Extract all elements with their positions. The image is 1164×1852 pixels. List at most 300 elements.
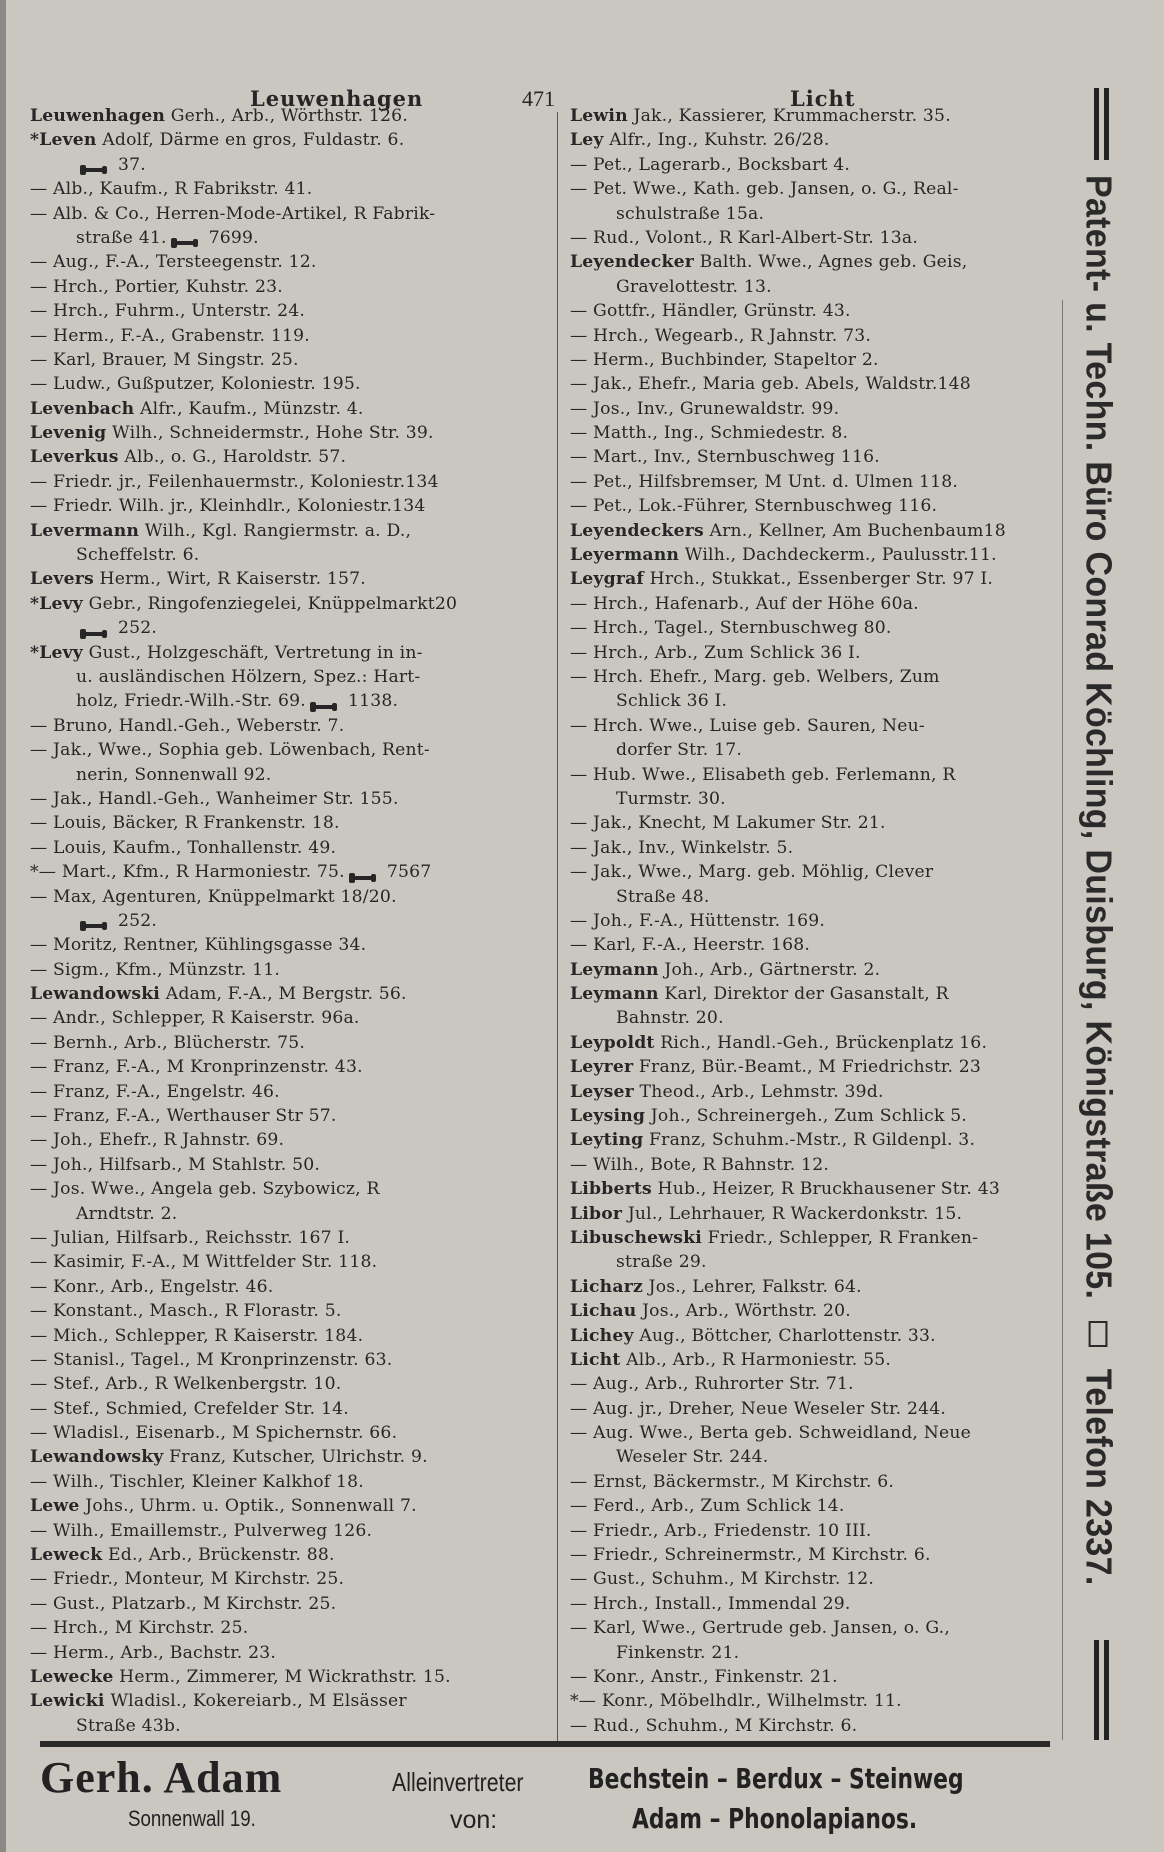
surname: Lewe [30, 1496, 80, 1517]
directory-line [30, 1202, 550, 1226]
entry-text: — Friedr., Monteur, M Kirchstr. 25. [30, 1569, 345, 1590]
entry-text: — Friedr., Schreinermstr., M Kirchstr. 6. [570, 1545, 931, 1566]
footer-brands-2: Adam – Phonolapianos. [632, 1802, 918, 1835]
directory-line [30, 348, 550, 372]
directory-line [570, 348, 1070, 372]
entry-text: — Gottfr., Händler, Grünstr. 43. [570, 301, 851, 322]
entry-text: — Aug. Wwe., Berta geb. Schweidland, Neue [570, 1423, 971, 1444]
entry-text: Turmstr. 30. [616, 788, 726, 809]
directory-line [30, 1714, 550, 1738]
telephone-number: 7567 [386, 862, 432, 883]
directory-line [30, 885, 550, 909]
entry-text: — Mart., Inv., Sternbuschweg 116. [570, 447, 880, 468]
directory-line [30, 1348, 550, 1372]
directory-line [570, 1592, 1070, 1616]
directory-line [30, 616, 550, 640]
surname: Levers [30, 569, 94, 590]
entry-text: — Rud., Schuhm., M Kirchstr. 6. [570, 1715, 858, 1736]
banner-rule [1094, 1640, 1099, 1740]
entry-text: — Aug., Arb., Ruhrorter Str. 71. [570, 1374, 854, 1395]
directory-line [30, 738, 550, 762]
entry-text: — Franz, F.-A., Werthauser Str 57. [30, 1106, 337, 1127]
directory-line [570, 1275, 1070, 1299]
entry-text: — Friedr. jr., Feilenhauermstr., Koloniestr.134 [30, 471, 439, 492]
entry-text: — Jak., Handl.-Geh., Wanheimer Str. 155. [30, 788, 399, 809]
entry-text: Gust., Holzgeschäft, Vertretung in in- [82, 642, 423, 663]
telephone-icon [80, 915, 110, 927]
directory-line [570, 1104, 1070, 1128]
directory-line [30, 860, 550, 884]
entry-text: — Herm., Arb., Bachstr. 23. [30, 1642, 277, 1663]
entry-text: Herm., Zimmerer, M Wickrathstr. 15. [113, 1667, 451, 1687]
entry-text: Wilh., Schneidermstr., Hohe Str. 39. [106, 423, 434, 444]
entry-text: Straße 48. [616, 886, 710, 907]
directory-line [570, 1567, 1070, 1591]
surname: Leyendecker [570, 252, 694, 273]
entry-text: — Ferd., Arb., Zum Schlick 14. [570, 1496, 845, 1517]
directory-line [30, 1470, 550, 1494]
entry-text: Aug., Böttcher, Charlottenstr. 33. [633, 1325, 936, 1346]
surname: Leyting [570, 1130, 644, 1151]
directory-line [570, 787, 1070, 811]
right-column [570, 104, 1070, 1738]
directory-line [30, 1128, 550, 1152]
directory-line [30, 567, 550, 591]
entry-text: — Alb. & Co., Herren-Mode-Artikel, R Fabrik- [30, 203, 436, 224]
directory-line [570, 1689, 1070, 1713]
entry-text: — Gust., Platzarb., M Kirchstr. 25. [30, 1593, 337, 1614]
directory-line [570, 1714, 1070, 1738]
entry-text: Friedr., Schlepper, R Franken- [702, 1227, 979, 1248]
directory-line [570, 1055, 1070, 1079]
entry-text: — Jak., Inv., Winkelstr. 5. [570, 837, 794, 858]
entry-text: — Hrch., Install., Immendal 29. [570, 1593, 851, 1614]
surname: Lewandowski [30, 984, 161, 1005]
entry-text: Franz, Bür.-Beamt., M Friedrichstr. 23 [633, 1057, 982, 1078]
entry-text: — Friedr. Wilh. jr., Kleinhdlr., Koloniestr.134 [30, 496, 426, 517]
entry-text: 37. [118, 154, 146, 175]
entry-text: — Stanisl., Tagel., M Kronprinzenstr. 63. [30, 1349, 393, 1370]
advertisement-phone: Telefon 2337. [1078, 1368, 1118, 1586]
directory-line [30, 324, 550, 348]
surname: Lichau [570, 1301, 637, 1322]
directory-line [30, 1519, 550, 1543]
surname: Libberts [570, 1179, 652, 1200]
directory-line [30, 763, 550, 787]
directory-line [30, 104, 550, 128]
directory-line [30, 641, 550, 665]
directory-line [30, 958, 550, 982]
directory-line [30, 787, 550, 811]
entry-text: — Sigm., Kfm., Münzstr. 11. [30, 959, 281, 980]
directory-line [30, 933, 550, 957]
entry-text: — Bruno, Handl.-Geh., Weberstr. 7. [30, 715, 345, 736]
entry-text: Alb., Arb., R Harmoniestr. 55. [620, 1349, 892, 1370]
directory-line [570, 933, 1070, 957]
directory-line [570, 494, 1070, 518]
directory-line [30, 836, 550, 860]
entry-text: 252. [118, 618, 158, 639]
entry-text: Alfr., Ing., Kuhstr. 26/28. [603, 130, 830, 151]
side-advertisement [1077, 175, 1118, 1586]
directory-line [30, 1324, 550, 1348]
entry-text: — Jak., Knecht, M Lakumer Str. 21. [570, 813, 886, 834]
entry-text: — Karl, Wwe., Gertrude geb. Jansen, o. G., [570, 1618, 950, 1639]
advertisement-text: Patent- u. Techn. Büro Conrad Köchling, Duisburg, Königstraße 105. [1078, 175, 1118, 1300]
telephone-icon [349, 867, 379, 879]
surname: Levenbach [30, 398, 135, 419]
entry-text: — Jak., Ehefr., Maria geb. Abels, Waldstr.148 [570, 374, 971, 395]
directory-line [570, 738, 1070, 762]
directory-line [570, 128, 1070, 152]
directory-line [30, 128, 550, 152]
entry-text: — Konstant., Masch., R Florastr. 5. [30, 1301, 342, 1322]
surname: Licht [570, 1349, 621, 1370]
entry-text: — Hub. Wwe., Elisabeth geb. Ferlemann, R [570, 764, 956, 785]
entry-text: — Pet., Hilfsbremser, M Unt. d. Ulmen 118. [570, 471, 959, 492]
directory-line [30, 1421, 550, 1445]
entry-text: Adolf, Därme en gros, Fuldastr. 6. [96, 130, 405, 151]
entry-text: straße 29. [616, 1252, 707, 1273]
running-head-right: Licht [790, 86, 856, 111]
surname: Leypoldt [570, 1032, 655, 1053]
footer-role: Alleinvertreter [392, 1767, 524, 1797]
entry-text: schulstraße 15a. [616, 203, 765, 224]
surname: Leuwenhagen [30, 106, 166, 126]
entry-text: — Alb., Kaufm., R Fabrikstr. 41. [30, 179, 313, 200]
directory-line [570, 1299, 1070, 1323]
directory-line [570, 1324, 1070, 1348]
footer-address: Sonnenwall 19. [128, 1806, 256, 1831]
entry-text: Franz, Kutscher, Ulrichstr. 9. [163, 1447, 428, 1468]
entry-text: Hrch., Stukkat., Essenberger Str. 97 I. [644, 569, 994, 590]
directory-line [30, 1689, 550, 1713]
entry-text: — Franz, F.-A., M Kronprinzenstr. 43. [30, 1057, 363, 1078]
directory-line [30, 689, 550, 713]
entry-text: — Andr., Schlepper, R Kaiserstr. 96a. [30, 1008, 360, 1029]
entry-text: — Stef., Arb., R Welkenbergstr. 10. [30, 1374, 342, 1395]
directory-line [570, 1543, 1070, 1567]
directory-line [570, 275, 1070, 299]
entry-text: Adam, F.-A., M Bergstr. 56. [160, 984, 407, 1005]
entry-text: — Joh., Hilfsarb., M Stahlstr. 50. [30, 1154, 321, 1175]
directory-line [570, 250, 1070, 274]
surname: Ley [570, 130, 604, 151]
directory-line [570, 811, 1070, 835]
directory-line [570, 397, 1070, 421]
entry-text: Wilh., Kgl. Rangiermstr. a. D., [139, 520, 412, 541]
entry-text: — Jak., Wwe., Sophia geb. Löwenbach, Rent- [30, 740, 430, 761]
surname: Levermann [30, 520, 140, 541]
entry-text: dorfer Str. 17. [616, 740, 743, 761]
entry-text: — Hrch., Tagel., Sternbuschweg 80. [570, 618, 892, 639]
directory-line [30, 226, 550, 250]
directory-line [570, 1080, 1070, 1104]
entry-text: — Stef., Schmied, Crefelder Str. 14. [30, 1398, 349, 1419]
directory-line [30, 1250, 550, 1274]
entry-text: — Konr., Arb., Engelstr. 46. [30, 1276, 274, 1297]
entry-text: — Gust., Schuhm., M Kirchstr. 12. [570, 1569, 875, 1590]
entry-text: Johs., Uhrm. u. Optik., Sonnenwall 7. [79, 1496, 417, 1517]
entry-text: — Herm., F.-A., Grabenstr. 119. [30, 325, 310, 346]
directory-line [30, 1275, 550, 1299]
entry-text: Wilh., Dachdeckerm., Paulusstr.11. [679, 545, 997, 566]
entry-text: Jos., Arb., Wörthstr. 20. [636, 1301, 851, 1322]
directory-line [570, 1250, 1070, 1274]
directory-line [30, 1445, 550, 1469]
directory-line [30, 1372, 550, 1396]
entry-text: — Kasimir, F.-A., M Wittfelder Str. 118. [30, 1252, 378, 1273]
entry-text: — Pet., Lagerarb., Bocksbart 4. [570, 154, 851, 175]
entry-text: Jul., Lehrhauer, R Wackerdonkstr. 15. [622, 1203, 963, 1224]
surname: Leymann [570, 959, 659, 980]
directory-line [570, 592, 1070, 616]
directory-line [30, 177, 550, 201]
directory-line [30, 982, 550, 1006]
directory-line [30, 445, 550, 469]
surname: Libuschewski [570, 1227, 703, 1248]
entry-text: — Julian, Hilfsarb., Reichsstr. 167 I. [30, 1227, 351, 1248]
directory-line [570, 1177, 1070, 1201]
entry-text: — Moritz, Rentner, Kühlingsgasse 34. [30, 935, 367, 956]
entry-text: Jos., Lehrer, Falkstr. 64. [642, 1276, 862, 1297]
entry-text: Gravelottestr. 13. [616, 276, 772, 297]
column-divider [557, 112, 558, 1742]
entry-text: — Jak., Wwe., Marg. geb. Möhlig, Clever [570, 862, 934, 883]
entry-text: Joh., Arb., Gärtnerstr. 2. [658, 959, 881, 980]
entry-text: Gerh., Arb., Wörthstr. 126. [165, 106, 408, 126]
directory-line [570, 1226, 1070, 1250]
directory-line [570, 885, 1070, 909]
entry-text: — Wilh., Emaillemstr., Pulverweg 126. [30, 1520, 373, 1541]
surname: *Levy [30, 593, 83, 614]
directory-line [570, 1202, 1070, 1226]
directory-line [30, 543, 550, 567]
entry-text: — Wilh., Bote, R Bahnstr. 12. [570, 1154, 829, 1175]
page-number: 471 [522, 86, 555, 111]
entry-text: — Hrch., Portier, Kuhstr. 23. [30, 276, 283, 297]
entry-text: *— Mart., Kfm., R Harmoniestr. 75. [30, 862, 345, 883]
directory-line [570, 1006, 1070, 1030]
entry-text: — Aug., F.-A., Tersteegenstr. 12. [30, 252, 317, 273]
surname: Libor [570, 1203, 623, 1224]
directory-line [570, 324, 1070, 348]
entry-text: 252. [118, 910, 158, 931]
entry-text: nerin, Sonnenwall 92. [76, 764, 272, 785]
entry-text: Karl, Direktor der Gasanstalt, R [658, 984, 949, 1005]
surname: Lewin [570, 106, 628, 126]
directory-line [30, 275, 550, 299]
entry-text: — Hrch., Arb., Zum Schlick 36 I. [570, 642, 861, 663]
directory-line [570, 1494, 1070, 1518]
entry-text: Arndtstr. 2. [76, 1203, 178, 1224]
entry-text: Schlick 36 I. [616, 691, 728, 712]
entry-text: — Aug. jr., Dreher, Neue Weseler Str. 244. [570, 1398, 947, 1419]
directory-line [30, 421, 550, 445]
entry-text: Finkenstr. 21. [616, 1642, 740, 1663]
entry-text: Gebr., Ringofenziegelei, Knüppelmarkt20 [82, 593, 458, 614]
telephone-icon [171, 232, 201, 244]
entry-text: u. ausländischen Hölzern, Spez.: Hart- [76, 666, 421, 687]
entry-text: — Matth., Ing., Schmiedestr. 8. [570, 423, 849, 444]
entry-text: — Hrch., M Kirchstr. 25. [30, 1618, 249, 1639]
directory-line [570, 153, 1070, 177]
directory-line [30, 1104, 550, 1128]
left-column [30, 104, 550, 1738]
directory-line [30, 1006, 550, 1030]
entry-text: — Joh., F.-A., Hüttenstr. 169. [570, 910, 826, 931]
directory-line [570, 909, 1070, 933]
banner-border [1062, 300, 1063, 1740]
entry-text: — Jos. Wwe., Angela geb. Szybowicz, R [30, 1179, 380, 1200]
directory-line [30, 592, 550, 616]
entry-text: Balth. Wwe., Agnes geb. Geis, [693, 252, 968, 273]
directory-line [570, 202, 1070, 226]
directory-line [30, 909, 550, 933]
directory-line [570, 641, 1070, 665]
directory-line [570, 1519, 1070, 1543]
entry-text: Rich., Handl.-Geh., Brückenplatz 16. [654, 1032, 988, 1053]
directory-line [570, 1397, 1070, 1421]
entry-text: Hub., Heizer, R Bruckhausener Str. 43 [651, 1179, 1000, 1200]
directory-line [570, 1665, 1070, 1689]
entry-text: straße 41. [76, 227, 167, 248]
banner-rule [1104, 88, 1109, 160]
entry-text: — Ernst, Bäckermstr., M Kirchstr. 6. [570, 1471, 895, 1492]
entry-text: — Rud., Volont., R Karl-Albert-Str. 13a. [570, 227, 918, 248]
surname: Lewandowsky [30, 1447, 164, 1468]
entry-text: — Franz, F.-A., Engelstr. 46. [30, 1081, 280, 1102]
directory-line [570, 299, 1070, 323]
surname: Leverkus [30, 447, 119, 468]
directory-line [570, 665, 1070, 689]
directory-line [570, 372, 1070, 396]
directory-line [570, 714, 1070, 738]
directory-line [570, 982, 1070, 1006]
entry-text: Straße 43b. [76, 1715, 181, 1736]
directory-line [30, 1299, 550, 1323]
surname: Lewecke [30, 1667, 114, 1687]
entry-text: Wladisl., Kokereiarb., M Elsässer [104, 1691, 407, 1712]
entry-text: — Pet. Wwe., Kath. geb. Jansen, o. G., Real- [570, 179, 959, 200]
directory-line [30, 665, 550, 689]
directory-line [570, 1348, 1070, 1372]
directory-line [30, 1616, 550, 1640]
footer-brands: Bechstein – Berdux – Steinweg [588, 1762, 964, 1795]
entry-text: Herm., Wirt, R Kaiserstr. 157. [93, 569, 366, 590]
surname: Leyrer [570, 1057, 634, 1078]
directory-line [570, 1641, 1070, 1665]
directory-line [570, 1128, 1070, 1152]
entry-text: — Mich., Schlepper, R Kaiserstr. 184. [30, 1325, 364, 1346]
surname: Licharz [570, 1276, 643, 1297]
surname: Lichey [570, 1325, 634, 1346]
telephone-box-icon [1089, 1321, 1108, 1347]
entry-text: — Karl, F.-A., Heerstr. 168. [570, 935, 811, 956]
directory-line [30, 714, 550, 738]
directory-line [570, 763, 1070, 787]
entry-text: — Wilh., Tischler, Kleiner Kalkhof 18. [30, 1471, 364, 1492]
surname: Leyser [570, 1081, 634, 1102]
directory-line [30, 250, 550, 274]
directory-line [570, 543, 1070, 567]
entry-text: Weseler Str. 244. [616, 1447, 769, 1468]
directory-line [570, 1153, 1070, 1177]
directory-line [570, 1372, 1070, 1396]
directory-line [570, 616, 1070, 640]
footer-von: von: [450, 1806, 498, 1834]
entry-text: — Jos., Inv., Grunewaldstr. 99. [570, 398, 840, 419]
directory-line [30, 494, 550, 518]
surname: Leyermann [570, 545, 680, 566]
telephone-icon [310, 696, 340, 708]
directory-line [30, 1080, 550, 1104]
entry-text: — Max, Agenturen, Knüppelmarkt 18/20. [30, 886, 397, 907]
banner-rule [1094, 88, 1099, 160]
directory-line [30, 1226, 550, 1250]
entry-text: Alb., o. G., Haroldstr. 57. [118, 447, 347, 468]
directory-line [30, 1567, 550, 1591]
directory-line [570, 519, 1070, 543]
entry-text: — Joh., Ehefr., R Jahnstr. 69. [30, 1130, 285, 1151]
directory-line [30, 1031, 550, 1055]
telephone-number: 7699. [208, 227, 259, 248]
directory-line [570, 860, 1070, 884]
directory-line [30, 1543, 550, 1567]
entry-text: — Hrch. Wwe., Luise geb. Sauren, Neu- [570, 715, 925, 736]
directory-line [570, 836, 1070, 860]
directory-line [570, 1031, 1070, 1055]
running-head-left: Leuwenhagen [250, 86, 424, 111]
directory-line [570, 421, 1070, 445]
surname: Leweck [30, 1545, 103, 1566]
directory-line [30, 470, 550, 494]
entry-text: — Herm., Buchbinder, Stapeltor 2. [570, 349, 879, 370]
directory-line [570, 1616, 1070, 1640]
directory-line [570, 567, 1070, 591]
directory-line [570, 689, 1070, 713]
entry-text: holz, Friedr.-Wilh.-Str. 69. [76, 691, 306, 712]
banner-rule [1104, 1640, 1109, 1740]
telephone-icon [80, 623, 110, 635]
directory-line [570, 1470, 1070, 1494]
entry-text: Joh., Schreinergeh., Zum Schlick 5. [645, 1106, 968, 1127]
directory-line [30, 1397, 550, 1421]
directory-line [30, 299, 550, 323]
entry-text: Arn., Kellner, Am Buchenbaum18 [703, 520, 1006, 541]
directory-line [30, 202, 550, 226]
directory-line [30, 1177, 550, 1201]
entry-text: Jak., Kassierer, Krummacherstr. 35. [627, 106, 951, 126]
entry-text: Bahnstr. 20. [616, 1008, 724, 1029]
directory-line [30, 397, 550, 421]
entry-text: — Louis, Kaufm., Tonhallenstr. 49. [30, 837, 337, 858]
surname: Leymann [570, 984, 659, 1005]
page-edge [0, 0, 6, 1852]
entry-text: Scheffelstr. 6. [76, 545, 200, 566]
directory-line [570, 958, 1070, 982]
directory-line [30, 519, 550, 543]
entry-text: — Friedr., Arb., Friedenstr. 10 III. [570, 1520, 872, 1541]
entry-text: — Louis, Bäcker, R Frankenstr. 18. [30, 813, 340, 834]
entry-text: — Hrch., Hafenarb., Auf der Höhe 60a. [570, 593, 919, 614]
surname: Lewicki [30, 1691, 105, 1712]
directory-line [30, 1665, 550, 1689]
footer-advertiser-name: Gerh. Adam [40, 1753, 283, 1802]
entry-text: Theod., Arb., Lehmstr. 39d. [633, 1081, 884, 1102]
directory-line [30, 1641, 550, 1665]
entry-text: — Wladisl., Eisenarb., M Spichernstr. 66. [30, 1423, 398, 1444]
